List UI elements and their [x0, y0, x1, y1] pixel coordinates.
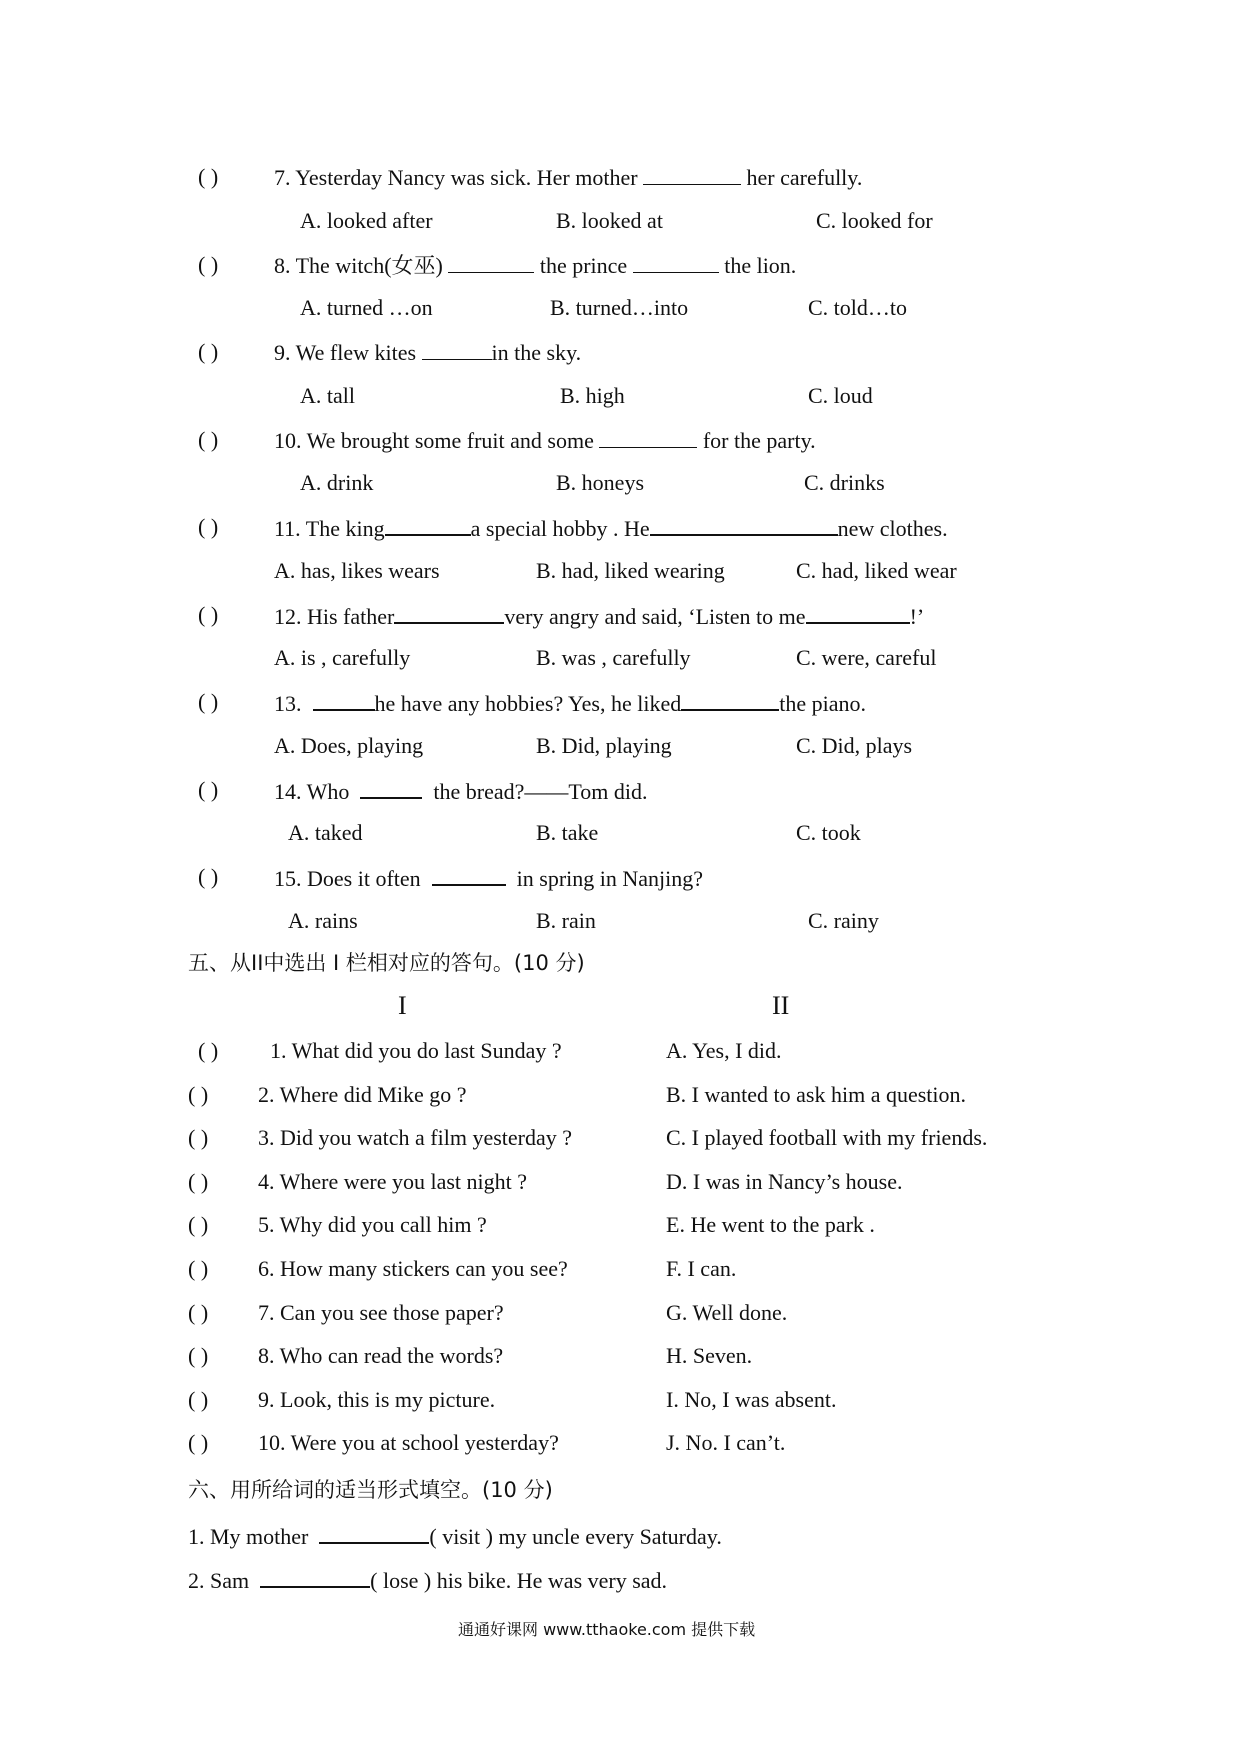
- option-c: C. rainy: [808, 908, 879, 933]
- answer-paren[interactable]: ( ): [188, 1125, 209, 1151]
- answer-paren[interactable]: ( ): [198, 777, 219, 802]
- option-c: C. Did, plays: [796, 733, 913, 758]
- option-c: C. drinks: [804, 470, 885, 495]
- column-header-ii: II: [772, 991, 790, 1020]
- match-question: 8. Who can read the words?: [258, 1343, 504, 1369]
- answer-paren[interactable]: ( ): [188, 1386, 209, 1412]
- match-answer: D. I was in Nancy’s house.: [666, 1168, 903, 1194]
- match-question: 1. What did you do last Sunday ?: [270, 1038, 562, 1063]
- blank[interactable]: [650, 516, 838, 536]
- blank[interactable]: [681, 691, 779, 711]
- match-question: 7. Can you see those paper?: [258, 1299, 504, 1325]
- option-a: A. has, likes wears: [274, 558, 440, 583]
- answer-paren[interactable]: ( ): [198, 602, 219, 627]
- answer-paren[interactable]: ( ): [188, 1430, 209, 1456]
- question-7: 7. Yesterday Nancy was sick. Her mother her carefully.: [274, 165, 863, 190]
- answer-paren[interactable]: ( ): [198, 514, 219, 539]
- answer-paren[interactable]: ( ): [188, 1212, 209, 1238]
- option-a: A. taked: [288, 820, 363, 845]
- option-a: A. looked after: [300, 208, 433, 233]
- answer-paren[interactable]: ( ): [198, 427, 219, 452]
- option-a: A. is , carefully: [274, 645, 411, 670]
- option-a: A. Does, playing: [274, 733, 424, 758]
- match-question: 2. Where did Mike go ?: [258, 1081, 467, 1107]
- blank[interactable]: [448, 254, 534, 273]
- match-answer: E. He went to the park .: [666, 1212, 875, 1238]
- question-15: 15. Does it often in spring in Nanjing?: [274, 866, 704, 891]
- column-header-i: I: [398, 991, 407, 1020]
- option-b: B. take: [536, 820, 599, 845]
- match-answer: A. Yes, I did.: [666, 1038, 782, 1063]
- answer-paren[interactable]: ( ): [198, 164, 219, 189]
- answer-paren[interactable]: ( ): [198, 252, 219, 277]
- question-9: 9. We flew kites in the sky.: [274, 340, 582, 365]
- answer-paren[interactable]: ( ): [198, 1038, 219, 1063]
- match-question: 5. Why did you call him ?: [258, 1212, 487, 1238]
- option-b: B. had, liked wearing: [536, 558, 725, 583]
- option-b: B. Did, playing: [536, 733, 672, 758]
- match-answer: C. I played football with my friends.: [666, 1125, 988, 1151]
- blank[interactable]: [319, 1524, 429, 1544]
- blank[interactable]: [432, 866, 506, 886]
- match-question: 4. Where were you last night ?: [258, 1168, 528, 1194]
- match-answer: H. Seven.: [666, 1343, 753, 1369]
- blank[interactable]: [633, 254, 719, 273]
- match-answer: J. No. I can’t.: [666, 1430, 786, 1456]
- blank[interactable]: [313, 691, 375, 711]
- blank[interactable]: [385, 516, 471, 536]
- answer-paren[interactable]: ( ): [188, 1168, 209, 1194]
- option-c: C. took: [796, 820, 861, 845]
- question-14: 14. Who the bread?——Tom did.: [274, 779, 648, 804]
- match-answer: F. I can.: [666, 1256, 737, 1281]
- option-b: B. honeys: [556, 470, 644, 495]
- fill-item-2: 2. Sam ( lose ) his bike. He was very sad.: [188, 1568, 668, 1593]
- blank[interactable]: [260, 1568, 370, 1588]
- blank[interactable]: [360, 779, 422, 799]
- blank[interactable]: [643, 166, 741, 185]
- option-a: A. turned …on: [300, 295, 433, 320]
- fill-item-1: 1. My mother ( visit ) my uncle every Saturday.: [188, 1524, 722, 1549]
- match-question: 3. Did you watch a film yesterday ?: [258, 1125, 573, 1151]
- blank[interactable]: [394, 604, 504, 624]
- question-10: 10. We brought some fruit and some for the party.: [274, 428, 816, 453]
- match-answer: B. I wanted to ask him a question.: [666, 1081, 967, 1107]
- option-a: A. rains: [288, 908, 358, 933]
- blank[interactable]: [806, 604, 910, 624]
- option-c: C. loud: [808, 383, 873, 408]
- question-12: 12. His father very angry and said, ‘Listen to me !’: [274, 604, 925, 629]
- section5-heading: 五、从II中选出 I 栏相对应的答句。(10 分): [188, 951, 585, 975]
- question-13: 13. he have any hobbies? Yes, he liked the piano.: [274, 691, 866, 716]
- answer-paren[interactable]: ( ): [188, 1299, 209, 1325]
- match-answer: G. Well done.: [666, 1299, 788, 1325]
- option-b: B. turned…into: [550, 295, 689, 320]
- answer-paren[interactable]: ( ): [188, 1081, 209, 1107]
- option-b: B. looked at: [556, 208, 663, 233]
- option-c: C. were, careful: [796, 645, 937, 670]
- option-c: C. told…to: [808, 295, 908, 320]
- answer-paren[interactable]: ( ): [198, 864, 219, 889]
- option-a: A. drink: [300, 470, 374, 495]
- question-8: 8. The witch(女巫) the prince the lion.: [274, 253, 797, 278]
- answer-paren[interactable]: ( ): [198, 689, 219, 714]
- match-answer: I. No, I was absent.: [666, 1386, 837, 1412]
- section6-heading: 六、用所给词的适当形式填空。(10 分): [188, 1478, 553, 1502]
- option-b: B. high: [560, 383, 625, 408]
- option-c: C. looked for: [816, 208, 933, 233]
- match-question: 6. How many stickers can you see?: [258, 1256, 568, 1281]
- match-question: 9. Look, this is my picture.: [258, 1386, 496, 1412]
- option-a: A. tall: [300, 383, 355, 408]
- answer-paren[interactable]: ( ): [198, 339, 219, 364]
- question-11: 11. The king a special hobby . He new clothes.: [274, 516, 948, 541]
- answer-paren[interactable]: ( ): [188, 1343, 209, 1369]
- option-b: B. was , carefully: [536, 645, 691, 670]
- answer-paren[interactable]: ( ): [188, 1256, 209, 1281]
- blank[interactable]: [599, 429, 697, 448]
- option-c: C. had, liked wear: [796, 558, 957, 583]
- blank[interactable]: [422, 341, 492, 360]
- footer-source: 通通好课网 www.tthaoke.com 提供下载: [458, 1620, 756, 1639]
- match-question: 10. Were you at school yesterday?: [258, 1430, 559, 1456]
- option-b: B. rain: [536, 908, 596, 933]
